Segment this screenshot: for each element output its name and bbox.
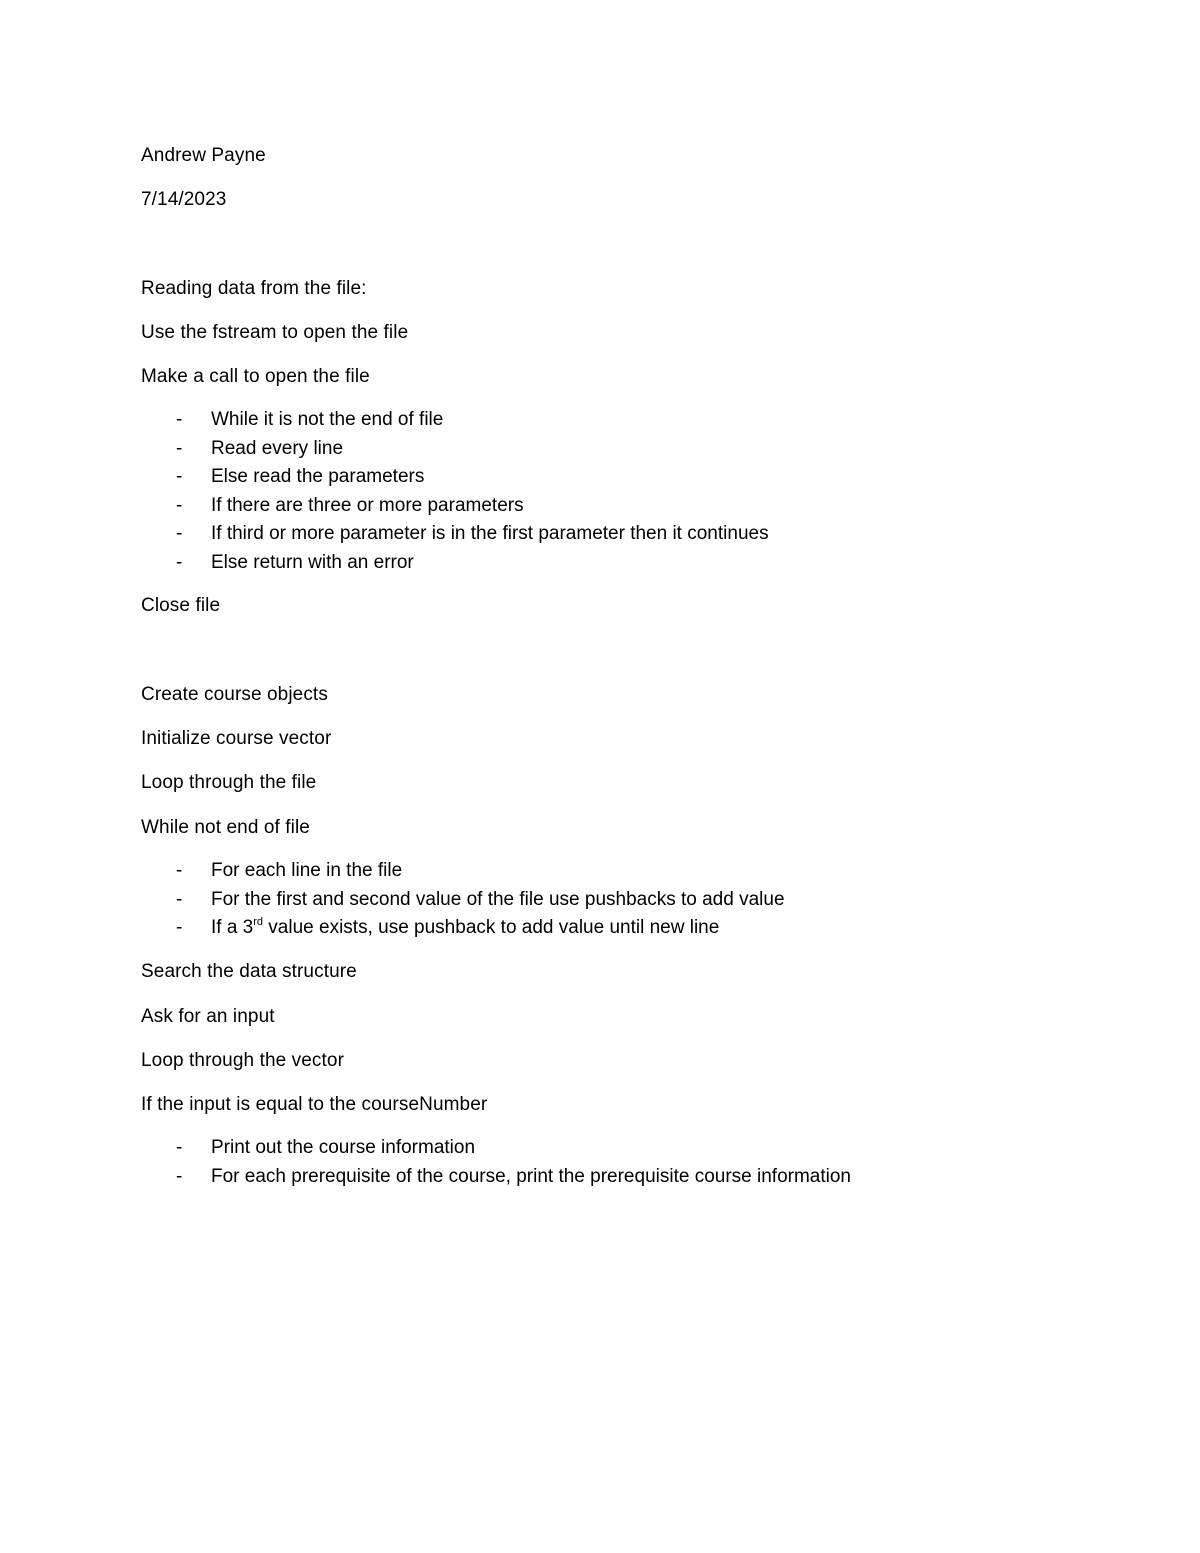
- list-item-text: Else read the parameters: [211, 466, 425, 487]
- bullet-dash: -: [176, 889, 183, 910]
- list-item-text: Read every line: [211, 438, 344, 459]
- list-item: [176, 408, 443, 432]
- paragraph-line: Search the data structure: [141, 961, 357, 982]
- list-item-text-suffix: value exists, use pushback to add value until new line: [263, 917, 720, 938]
- paragraph-line: Make a call to open the file: [141, 366, 370, 387]
- bullet-dash: -: [176, 438, 183, 459]
- bullet-dash: -: [176, 495, 183, 516]
- list-item-text: For each line in the file: [211, 860, 403, 881]
- section-heading: Reading data from the file:: [141, 278, 367, 299]
- ordinal-superscript: rd: [253, 916, 264, 928]
- list-item-text: For the first and second value of the file use pushbacks to add value: [211, 889, 785, 910]
- paragraph-line: Close file: [141, 595, 221, 616]
- bullet-dash: -: [176, 466, 183, 487]
- list-item-text: Else return with an error: [211, 552, 414, 573]
- list-item-text: For each prerequisite of the course, print the prerequisite course information: [211, 1166, 851, 1187]
- paragraph-line: Loop through the vector: [141, 1050, 344, 1071]
- bullet-dash: -: [176, 552, 183, 573]
- list-item: [176, 551, 414, 575]
- list-item: [176, 859, 402, 883]
- list-item: [176, 1136, 475, 1160]
- list-item: [176, 437, 343, 461]
- list-item: [176, 916, 719, 940]
- paragraph-line: Use the fstream to open the file: [141, 322, 409, 343]
- author-name: Andrew Payne: [141, 145, 266, 166]
- paragraph-line: Ask for an input: [141, 1006, 275, 1027]
- list-item-text: If there are three or more parameters: [211, 495, 524, 516]
- list-item: [176, 1165, 851, 1189]
- list-item-text: Print out the course information: [211, 1137, 476, 1158]
- list-item: [176, 522, 769, 546]
- bullet-dash: -: [176, 1137, 183, 1158]
- paragraph-line: Initialize course vector: [141, 728, 332, 749]
- bullet-dash: -: [176, 1166, 183, 1187]
- bullet-dash: -: [176, 860, 183, 881]
- list-item-text: If third or more parameter is in the first parameter then it continues: [211, 523, 769, 544]
- bullet-dash: -: [176, 409, 183, 430]
- list-item-text: While it is not the end of file: [211, 409, 444, 430]
- list-item: [176, 494, 524, 518]
- list-item: [176, 888, 785, 912]
- list-item-text-prefix: If a 3: [211, 917, 254, 938]
- paragraph-line: If the input is equal to the courseNumber: [141, 1094, 488, 1115]
- list-item: [176, 465, 424, 489]
- document-date: 7/14/2023: [141, 189, 227, 210]
- bullet-dash: -: [176, 917, 183, 938]
- paragraph-line: While not end of file: [141, 817, 310, 838]
- paragraph-line: Loop through the file: [141, 772, 317, 793]
- bullet-dash: -: [176, 523, 183, 544]
- paragraph-line: Create course objects: [141, 684, 328, 705]
